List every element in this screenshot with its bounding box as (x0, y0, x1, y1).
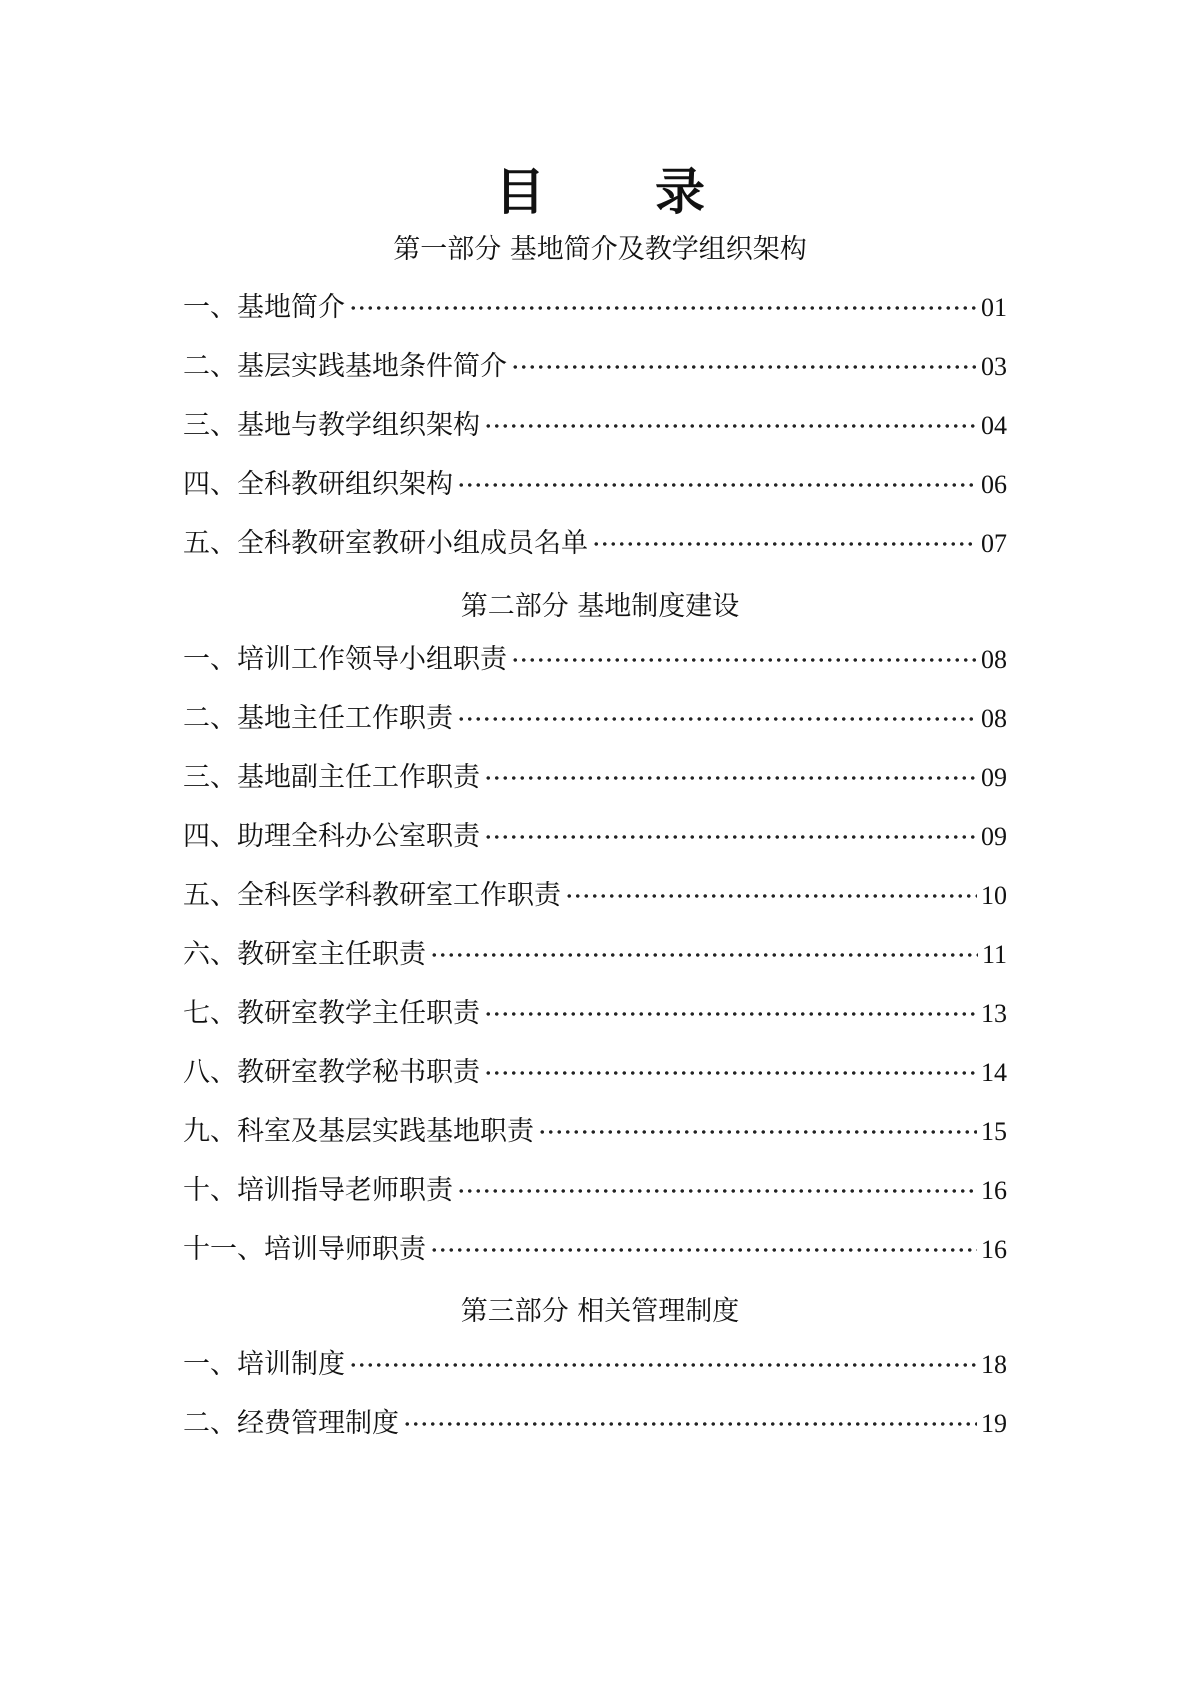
dot-leader (484, 1011, 977, 1017)
dot-leader (430, 1247, 977, 1253)
toc-entry-page: 10 (981, 881, 1007, 910)
toc-entry-page: 09 (981, 763, 1007, 792)
dot-leader (592, 541, 977, 547)
toc-entry-page: 11 (981, 940, 1007, 969)
toc-entry[interactable] (183, 699, 1007, 739)
toc-entry-page: 03 (981, 352, 1007, 381)
section-heading-1: 第一部分 基地简介及教学组织架构 (393, 234, 807, 265)
dot-leader (430, 952, 978, 958)
toc-entry[interactable] (183, 524, 1007, 564)
section-heading-2: 第二部分 基地制度建设 (460, 591, 740, 622)
toc-entry-label: 二、基层实践基地条件简介 (183, 351, 507, 382)
toc-entry-page: 14 (981, 1058, 1007, 1087)
toc-entry-label: 五、全科教研室教研小组成员名单 (183, 528, 588, 559)
toc-entry-label: 二、基地主任工作职责 (183, 703, 453, 734)
toc-entry[interactable] (183, 817, 1007, 857)
toc-entry-label: 一、基地简介 (183, 292, 345, 323)
toc-entry[interactable] (183, 640, 1007, 680)
toc-entry[interactable] (183, 1053, 1007, 1093)
toc-entry-label: 三、基地副主任工作职责 (183, 762, 480, 793)
toc-entry-label: 五、全科医学科教研室工作职责 (183, 880, 561, 911)
toc-entry-label: 十、培训指导老师职责 (183, 1175, 453, 1206)
toc-entry[interactable] (183, 347, 1007, 387)
toc-entry-page: 08 (981, 645, 1007, 674)
toc-entry-page: 16 (981, 1176, 1007, 1205)
dot-leader (511, 364, 977, 370)
toc-entry[interactable] (183, 288, 1007, 328)
dot-leader (565, 893, 977, 899)
toc-entry-page: 18 (981, 1350, 1007, 1379)
dot-leader (349, 1362, 977, 1368)
toc-entry[interactable] (183, 1230, 1007, 1270)
toc-entry-label: 四、助理全科办公室职责 (183, 821, 480, 852)
toc-entry[interactable] (183, 876, 1007, 916)
toc-entry[interactable] (183, 1112, 1007, 1152)
toc-entry-label: 一、培训制度 (183, 1349, 345, 1380)
toc-entry[interactable] (183, 406, 1007, 446)
toc-entry[interactable] (183, 994, 1007, 1034)
toc-entry-page: 09 (981, 822, 1007, 851)
toc-entry-page: 16 (981, 1235, 1007, 1264)
toc-entry-label: 一、培训工作领导小组职责 (183, 644, 507, 675)
dot-leader (484, 775, 977, 781)
dot-leader (403, 1421, 977, 1427)
dot-leader (349, 305, 977, 311)
toc-entry-label: 三、基地与教学组织架构 (183, 410, 480, 441)
toc-entry-label: 七、教研室教学主任职责 (183, 998, 480, 1029)
title-char-1: 目 (495, 163, 545, 221)
toc-entry-page: 15 (981, 1117, 1007, 1146)
page-title (0, 162, 1200, 222)
toc-entry-label: 四、全科教研组织架构 (183, 469, 453, 500)
toc-entry-label: 九、科室及基层实践基地职责 (183, 1116, 534, 1147)
toc-entry-page: 04 (981, 411, 1007, 440)
toc-entry[interactable] (183, 465, 1007, 505)
dot-leader (457, 716, 977, 722)
dot-leader (457, 1188, 977, 1194)
toc-entry[interactable] (183, 758, 1007, 798)
toc-entry-page: 06 (981, 470, 1007, 499)
toc-entry[interactable] (183, 1404, 1007, 1444)
toc-entry[interactable] (183, 935, 1007, 975)
dot-leader (484, 423, 977, 429)
toc-entry-label: 八、教研室教学秘书职责 (183, 1057, 480, 1088)
section-heading-3: 第三部分 相关管理制度 (460, 1296, 740, 1327)
dot-leader (457, 482, 977, 488)
toc-entry-page: 13 (981, 999, 1007, 1028)
toc-entry-label: 十一、培训导师职责 (183, 1234, 426, 1265)
dot-leader (511, 657, 977, 663)
toc-entry-page: 19 (981, 1409, 1007, 1438)
toc-entry-page: 01 (981, 293, 1007, 322)
toc-entry[interactable] (183, 1171, 1007, 1211)
dot-leader (484, 834, 977, 840)
title-char-2: 录 (655, 163, 705, 221)
toc-entry[interactable] (183, 1345, 1007, 1385)
toc-entry-label: 六、教研室主任职责 (183, 939, 426, 970)
toc-entry-page: 08 (981, 704, 1007, 733)
dot-leader (538, 1129, 977, 1135)
dot-leader (484, 1070, 977, 1076)
toc-entry-label: 二、经费管理制度 (183, 1408, 399, 1439)
toc-entry-page: 07 (981, 529, 1007, 558)
